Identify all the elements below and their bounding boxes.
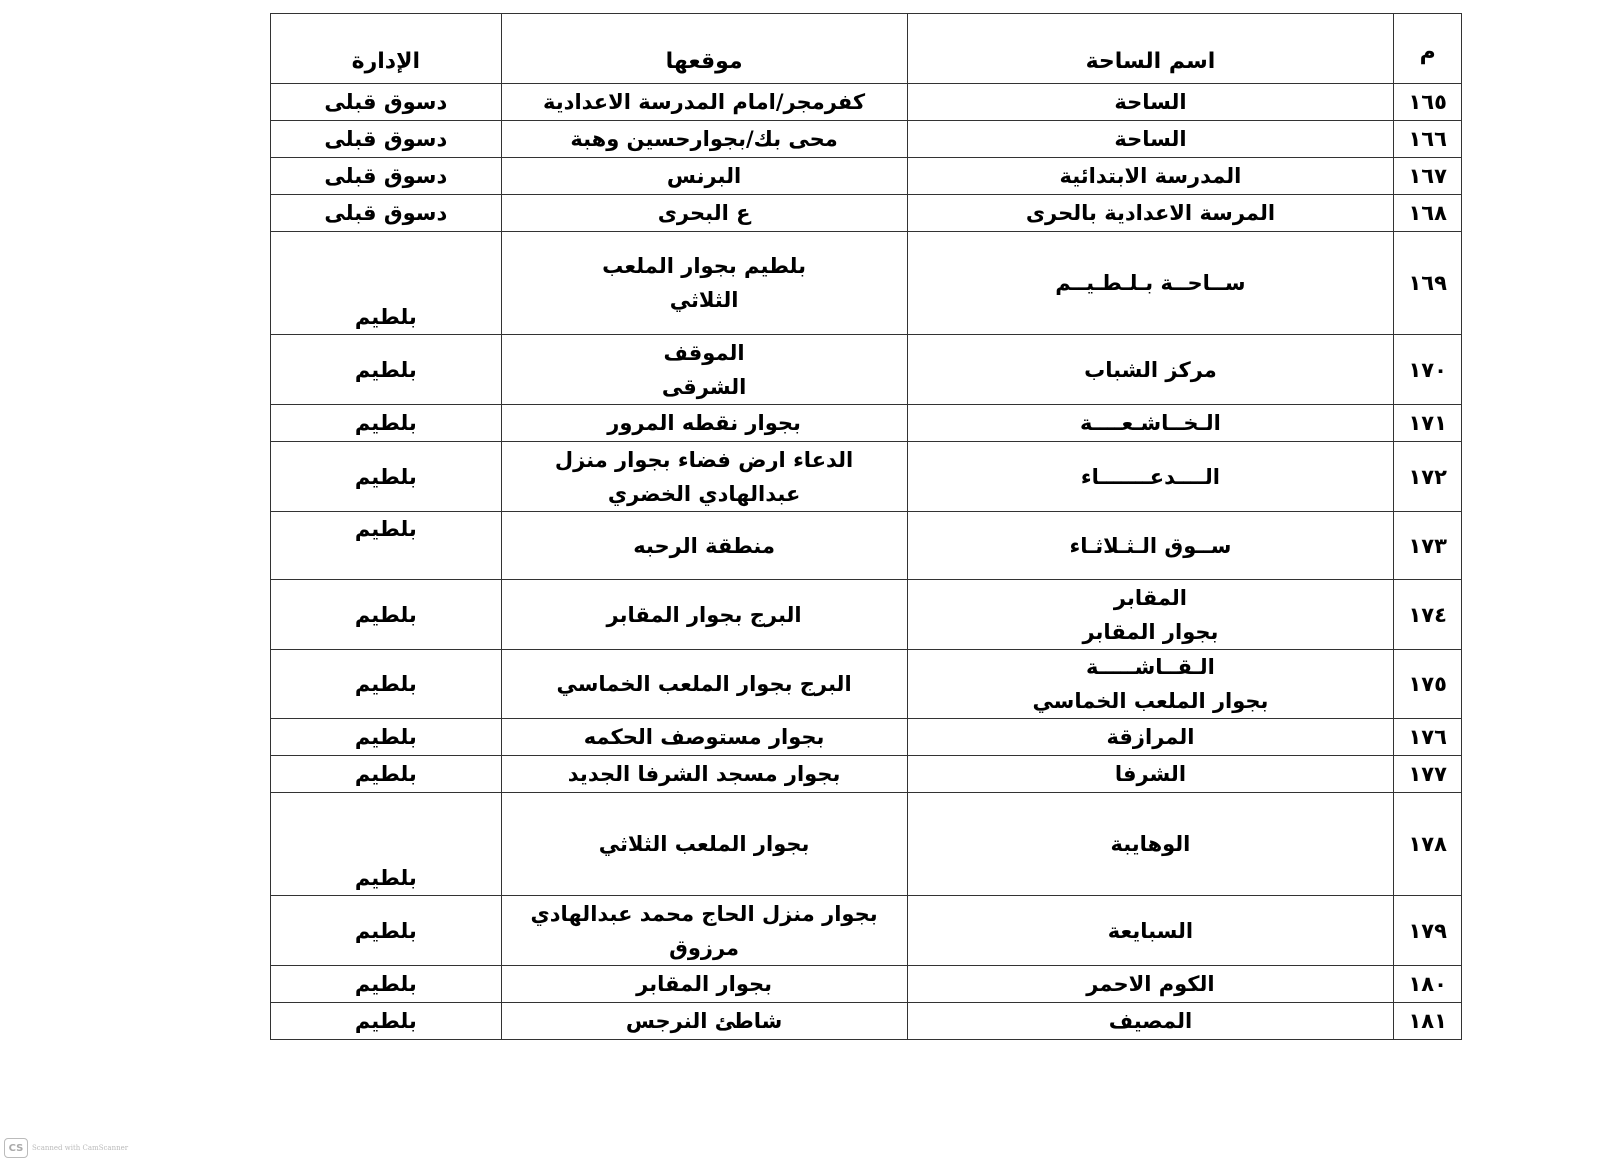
field-name: المدرسة الابتدائية	[907, 158, 1394, 195]
header-field-name: اسم الساحة	[907, 14, 1394, 84]
field-name: ســوق الـثـلاثـاء	[907, 512, 1394, 580]
table-row	[271, 793, 1462, 896]
table-row	[271, 580, 1462, 650]
field-name: الكوم الاحمر	[907, 966, 1394, 1003]
table-row	[271, 121, 1462, 158]
row-number: ١٦٥	[1394, 84, 1462, 121]
field-administration: بلطيم	[271, 405, 502, 442]
row-number: ١٧٩	[1394, 896, 1462, 966]
field-administration: بلطيم	[271, 896, 502, 966]
field-name: المرازقة	[907, 719, 1394, 756]
row-number: ١٦٧	[1394, 158, 1462, 195]
header-location: موقعها	[501, 14, 907, 84]
header-number: م	[1394, 14, 1462, 84]
field-name: المقابر بجوار المقابر	[907, 580, 1394, 650]
row-number: ١٧٤	[1394, 580, 1462, 650]
row-number: ١٧٢	[1394, 442, 1462, 512]
field-administration: دسوق قبلى	[271, 121, 502, 158]
row-number: ١٧٧	[1394, 756, 1462, 793]
field-administration: بلطيم	[271, 1003, 502, 1040]
field-name: الساحة	[907, 84, 1394, 121]
field-location: شاطئ النرجس	[501, 1003, 907, 1040]
row-number: ١٧٨	[1394, 793, 1462, 896]
row-number: ١٧١	[1394, 405, 1462, 442]
table-row	[271, 512, 1462, 580]
field-name: الـخــاشـعــــة	[907, 405, 1394, 442]
table-row	[271, 442, 1462, 512]
table-body	[271, 84, 1462, 1040]
field-administration: بلطيم	[271, 650, 502, 719]
watermark-text: Scanned with CamScanner	[32, 1144, 129, 1152]
table-header-row	[271, 14, 1462, 84]
field-location: البرنس	[501, 158, 907, 195]
field-administration: دسوق قبلى	[271, 158, 502, 195]
row-number: ١٦٩	[1394, 232, 1462, 335]
table-row	[271, 756, 1462, 793]
field-name: السبايعة	[907, 896, 1394, 966]
field-name: المرسة الاعدادية بالحرى	[907, 195, 1394, 232]
fields-table	[270, 13, 1462, 1040]
table-row	[271, 195, 1462, 232]
field-name: الشرفا	[907, 756, 1394, 793]
table-row	[271, 650, 1462, 719]
table-row	[271, 896, 1462, 966]
field-location: بجوار مستوصف الحكمه	[501, 719, 907, 756]
field-name: مركز الشباب	[907, 335, 1394, 405]
field-administration: بلطيم	[271, 966, 502, 1003]
field-name: الوهايبة	[907, 793, 1394, 896]
field-location: كفرمجر/امام المدرسة الاعدادية	[501, 84, 907, 121]
field-location: محى بك/بجوارحسين وهبة	[501, 121, 907, 158]
field-administration: بلطيم	[271, 512, 502, 580]
field-administration: دسوق قبلى	[271, 195, 502, 232]
table-row	[271, 966, 1462, 1003]
field-location: البرج بجوار الملعب الخماسي	[501, 650, 907, 719]
field-name: ســاحــة بـلـطـيــم	[907, 232, 1394, 335]
header-administration: الإدارة	[271, 14, 502, 84]
field-administration: بلطيم	[271, 756, 502, 793]
field-location: بجوار نقطه المرور	[501, 405, 907, 442]
row-number: ١٧٠	[1394, 335, 1462, 405]
field-name: الــــدعـــــــاء	[907, 442, 1394, 512]
row-number: ١٨٠	[1394, 966, 1462, 1003]
row-number: ١٧٥	[1394, 650, 1462, 719]
table-row	[271, 232, 1462, 335]
field-location: بلطيم بجوار الملعب الثلاثي	[501, 232, 907, 335]
field-location: ع البحرى	[501, 195, 907, 232]
field-location: بجوار مسجد الشرفا الجديد	[501, 756, 907, 793]
table-row	[271, 719, 1462, 756]
field-location: بجوار المقابر	[501, 966, 907, 1003]
scanner-watermark	[4, 1138, 128, 1158]
field-location: بجوار الملعب الثلاثي	[501, 793, 907, 896]
table-row	[271, 158, 1462, 195]
field-name: الساحة	[907, 121, 1394, 158]
field-administration: بلطيم	[271, 580, 502, 650]
field-administration: دسوق قبلى	[271, 84, 502, 121]
camscanner-logo: CS	[4, 1138, 28, 1158]
field-administration: بلطيم	[271, 793, 502, 896]
row-number: ١٦٨	[1394, 195, 1462, 232]
field-location: منطقة الرحبه	[501, 512, 907, 580]
row-number: ١٨١	[1394, 1003, 1462, 1040]
field-location: البرج بجوار المقابر	[501, 580, 907, 650]
field-location: الدعاء ارض فضاء بجوار منزل عبدالهادي الخضري	[501, 442, 907, 512]
table-row	[271, 84, 1462, 121]
field-name: الـقــاشـــــة بجوار الملعب الخماسي	[907, 650, 1394, 719]
field-administration: بلطيم	[271, 335, 502, 405]
field-administration: بلطيم	[271, 442, 502, 512]
row-number: ١٧٦	[1394, 719, 1462, 756]
field-location: الموقف الشرقى	[501, 335, 907, 405]
field-administration: بلطيم	[271, 232, 502, 335]
row-number: ١٦٦	[1394, 121, 1462, 158]
field-location: بجوار منزل الحاج محمد عبدالهادي مرزوق	[501, 896, 907, 966]
table-row	[271, 405, 1462, 442]
table-row	[271, 335, 1462, 405]
table-row	[271, 1003, 1462, 1040]
row-number: ١٧٣	[1394, 512, 1462, 580]
field-name: المصيف	[907, 1003, 1394, 1040]
field-administration: بلطيم	[271, 719, 502, 756]
